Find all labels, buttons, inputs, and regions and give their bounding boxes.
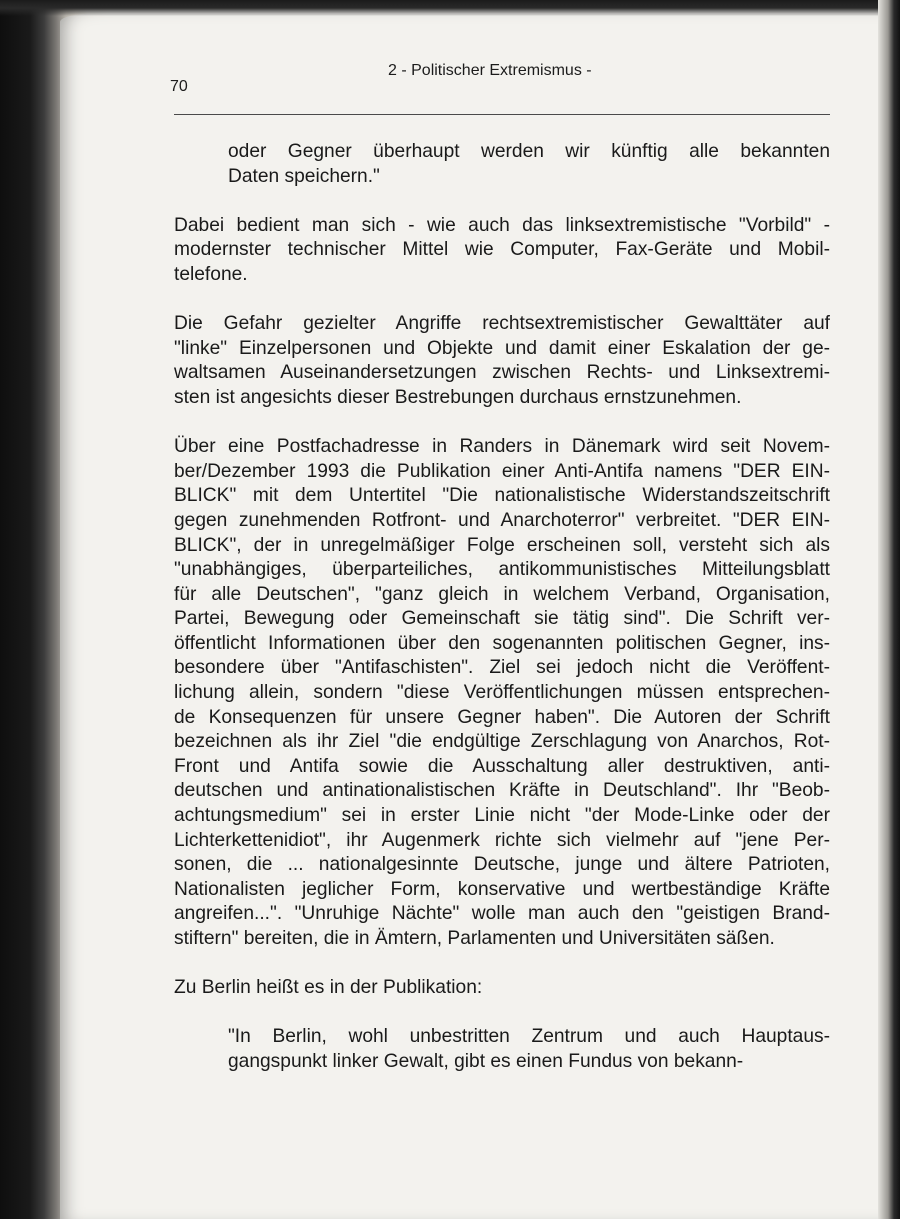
text-line: angreifen...". "Unruhige Nächte" wolle man auch den "geistigen Brand-	[174, 903, 830, 925]
text-line: gangspunkt linker Gewalt, gibt es einen Fundus von bekann-	[228, 1050, 744, 1072]
text-line: gegen zunehmenden Rotfront- und Anarchoterror" verbreitet. "DER EIN-	[174, 509, 830, 531]
text-line: stiftern" bereiten, die in Ämtern, Parlamenten und Universitäten säßen.	[174, 928, 775, 949]
paragraph-technical-means	[174, 214, 830, 288]
page-number: 70	[170, 78, 188, 95]
text-line: telefone.	[174, 263, 248, 285]
text-line: deutschen und antinationalistischen Kräfte in Deutschland". Ihr "Beob-	[174, 780, 830, 802]
text-line: Front und Antifa sowie die Ausschaltung aller destruktiven, anti-	[174, 755, 830, 777]
scan-right-edge	[878, 0, 900, 1219]
text-line: "unabhängiges, überparteiliches, antikommunistisches Mitteilungsblatt	[174, 559, 830, 581]
header-rule	[174, 114, 830, 115]
text-line: sonen, die ... nationalgesinnte Deutsche, junge und ältere Patrioten,	[174, 854, 830, 876]
text-line: Daten speichern."	[228, 165, 380, 187]
text-line: Dabei bedient man sich - wie auch das linksextremistische "Vorbild" -	[174, 214, 830, 236]
running-head: 2 - Politischer Extremismus -	[388, 62, 592, 79]
paragraph-der-einblick	[174, 435, 830, 951]
text-line: öffentlicht Informationen über den sogenannten politischen Gegner, ins-	[174, 632, 830, 654]
text-line: ber/Dezember 1993 die Publikation einer Anti-Antifa namens "DER EIN-	[174, 460, 830, 482]
text-line: bezeichnen als ihr Ziel "die endgültige Zerschlagung von Anarchos, Rot-	[174, 731, 830, 753]
body-text	[174, 140, 830, 1099]
paragraph-quote-continuation	[174, 140, 830, 189]
text-line: Über eine Postfachadresse in Randers in Dänemark wird seit Novem-	[174, 436, 830, 458]
text-line: Lichterkettenidiot", ihr Augenmerk richte sich vielmehr auf "jene Per-	[174, 829, 830, 851]
text-line: Nationalisten jeglicher Form, konservative und wertbeständige Kräfte	[174, 878, 830, 900]
text-line: Partei, Bewegung oder Gemeinschaft sie tätig sind". Die Schrift ver-	[174, 608, 830, 630]
text-line: Die Gefahr gezielter Angriffe rechtsextremistischer Gewalttäter auf	[174, 313, 830, 335]
text-line: de Konsequenzen für unsere Gegner haben". Die Autoren der Schrift	[174, 706, 830, 728]
text-line: für alle Deutschen", "ganz gleich in welchem Verband, Organisation,	[174, 583, 830, 605]
text-line: modernster technischer Mittel wie Computer, Fax-Geräte und Mobil-	[174, 239, 830, 261]
paragraph-danger	[174, 312, 830, 410]
text-line: BLICK" mit dem Untertitel "Die nationalistische Widerstandszeitschrift	[174, 485, 830, 507]
text-line: waltsamen Auseinandersetzungen zwischen Rechts- und Linksextremi-	[174, 362, 830, 384]
text-line: BLICK", der in unregelmäßiger Folge erscheinen soll, versteht sich als	[174, 534, 830, 556]
text-line: Zu Berlin heißt es in der Publikation:	[174, 977, 483, 999]
text-line: lichung allein, sondern "diese Veröffentlichungen müssen entsprechen-	[174, 682, 830, 704]
text-line: "linke" Einzelpersonen und Objekte und damit einer Eskalation der ge-	[174, 337, 830, 359]
text-line: achtungsmedium" sei in erster Linie nicht "der Mode-Linke oder der	[174, 805, 830, 827]
text-line: "In Berlin, wohl unbestritten Zentrum und auch Hauptaus-	[228, 1026, 830, 1048]
scan-top-edge	[0, 0, 900, 16]
text-line: sten ist angesichts dieser Bestrebungen durchaus ernstzunehmen.	[174, 386, 742, 408]
paragraph-berlin-intro	[174, 976, 830, 1001]
paragraph-berlin-quote	[174, 1025, 830, 1074]
text-line: oder Gegner überhaupt werden wir künftig alle bekannten	[228, 141, 830, 162]
text-line: besondere über "Antifaschisten". Ziel sei jedoch nicht die Veröffent-	[174, 657, 830, 679]
